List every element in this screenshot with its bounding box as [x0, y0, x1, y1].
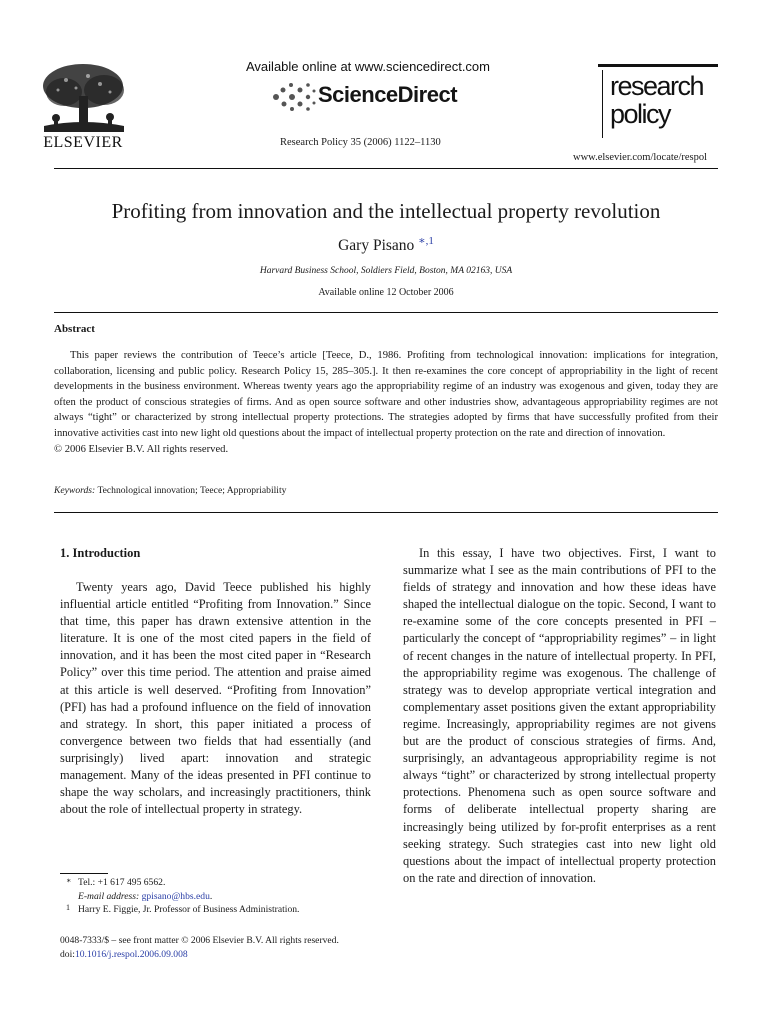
logo-divider: [602, 70, 603, 138]
journal-citation: Research Policy 35 (2006) 1122–1130: [280, 137, 441, 148]
author-footnote-marks[interactable]: ∗,1: [418, 235, 434, 247]
author-affiliation: Harvard Business School, Soldiers Field, Boston, MA 02163, USA: [259, 266, 513, 276]
journal-url[interactable]: www.elsevier.com/locate/respol: [573, 152, 708, 163]
elsevier-tree-icon: [36, 62, 130, 134]
available-online-text: Available online at www.sciencedirect.com: [246, 59, 490, 74]
abstract-body: [54, 348, 718, 457]
footnote-2-mark: 1: [66, 903, 70, 912]
abstract-top-divider: [54, 312, 718, 313]
elsevier-logo: [22, 62, 144, 158]
publisher-name: ELSEVIER: [43, 134, 123, 151]
logo-bar: [598, 64, 718, 67]
body-column-right: In this essay, I have two objectives. First, I want to summarize what I see as the main contributions of PFI to the fields of strategy and innovation and how these ideas have shaped the intellectual dialogue on the topic. Second, I want to re-examine some of the core concepts presented in PFI – particularly the concept of “appropriability regimes” – in light of recent changes in the nature of intellectual property. In PFI, the appropriability regime was exogenous. The challenge of strategy was to develop appropriate vertical integration and complementary asset positions given the extant appropriability regime. Increasingly, appropriability regimes are not givens but are the product of conscious strategies of firms. And, surprisingly, an advantageous appropriability regime is not always “tight” or characterized by strong intellectual property protections. Phenomena such as open source software and forms of deliberate intellectual property sharing are increasingly being utilized by for-profit enterprises as a rent seeking strategy. Such strategies cast into new light old questions about the impact of intellectual property protection on the rate and direction of innovation.: [403, 546, 716, 885]
footnote-1-tel: Tel.: +1 617 495 6562.: [78, 877, 166, 888]
author-line: [54, 234, 718, 255]
header-divider: [54, 168, 718, 169]
email-link[interactable]: gpisano@hbs.edu: [141, 890, 210, 902]
logo-line-research: research: [610, 71, 704, 101]
doi-link[interactable]: 10.1016/j.respol.2006.09.008: [74, 949, 188, 960]
footnotes: [66, 876, 386, 917]
abstract-bottom-divider: [54, 512, 718, 513]
body-column-left: Twenty years ago, David Teece published his highly influential article entitled “Profiting from Innovation.” Since that time, this paper has drawn extensive attention in the literature. It is one of the most cited papers in the field of innovation, and it has been the most cited paper in “Research Policy” over this time period. The attention and praise aimed at this article is well deserved. “Profiting from Innovation” (PFI) has had a profound influence on the field of innovation and strategy. In short, this paper initiated a process of convergence between two fields that had essentially (and surprisingly) lived apart: innovation and strategic management. Many of the ideas presented in PFI continue to shape the way scholars, and increasingly practitioners, think about the role of intellectual property in strategy.: [60, 580, 371, 817]
footnote-1: [66, 876, 386, 890]
logo-line-policy: policy: [610, 99, 671, 129]
available-online-date: Available online 12 October 2006: [318, 287, 454, 298]
abstract-heading: Abstract: [54, 323, 95, 335]
keywords: [54, 485, 286, 496]
email-label: E-mail address:: [78, 890, 140, 902]
sciencedirect-dots-icon: [270, 80, 316, 114]
section-heading: 1. Introduction: [60, 546, 141, 560]
sciencedirect-logo: [270, 78, 470, 116]
research-policy-logo: [598, 64, 718, 150]
author-name: Gary Pisano: [338, 237, 415, 255]
doi-line: [60, 949, 188, 960]
footnote-1-email-line: E-mail address: gpisano@hbs.edu.: [78, 890, 213, 902]
doi-label: doi:: [60, 949, 75, 960]
article-title: Profiting from innovation and the intellectual property revolution: [111, 199, 661, 223]
keywords-label: Keywords:: [54, 485, 96, 496]
abstract-text: This paper reviews the contribution of Teece’s article [Teece, D., 1986. Profiting from technological innovation: implications for integration, collaboration, licensing and public policy. Research Policy 15, 285–305.]. It then re-examines the core concept of appropriability in the light of recent developments in the business environment. Whereas twenty years ago the appropriability regime of an industry was exogenous and given, today they are often the product of conscious strategies of firms. And as open source software and other industries show, advantageous appropriability regimes are not always “tight” or characterized by strong intellectual property protections. The strategies adopted by firms that have successfully profited from their innovative activities cast into new light old questions about the impact of intellectual property protection on the rate and direction of innovation.: [54, 350, 718, 439]
footnote-1-mark: ∗: [66, 876, 72, 885]
abstract-copyright: © 2006 Elsevier B.V. All rights reserved.: [54, 443, 229, 455]
footnote-2: [66, 903, 386, 917]
footnote-2-text: Harry E. Figgie, Jr. Professor of Business Administration.: [78, 904, 300, 915]
issn-line: 0048-7333/$ – see front matter © 2006 Elsevier B.V. All rights reserved.: [60, 935, 339, 946]
sciencedirect-wordmark: ScienceDirect: [318, 82, 458, 107]
keywords-list: Technological innovation; Teece; Appropriability: [97, 485, 287, 496]
